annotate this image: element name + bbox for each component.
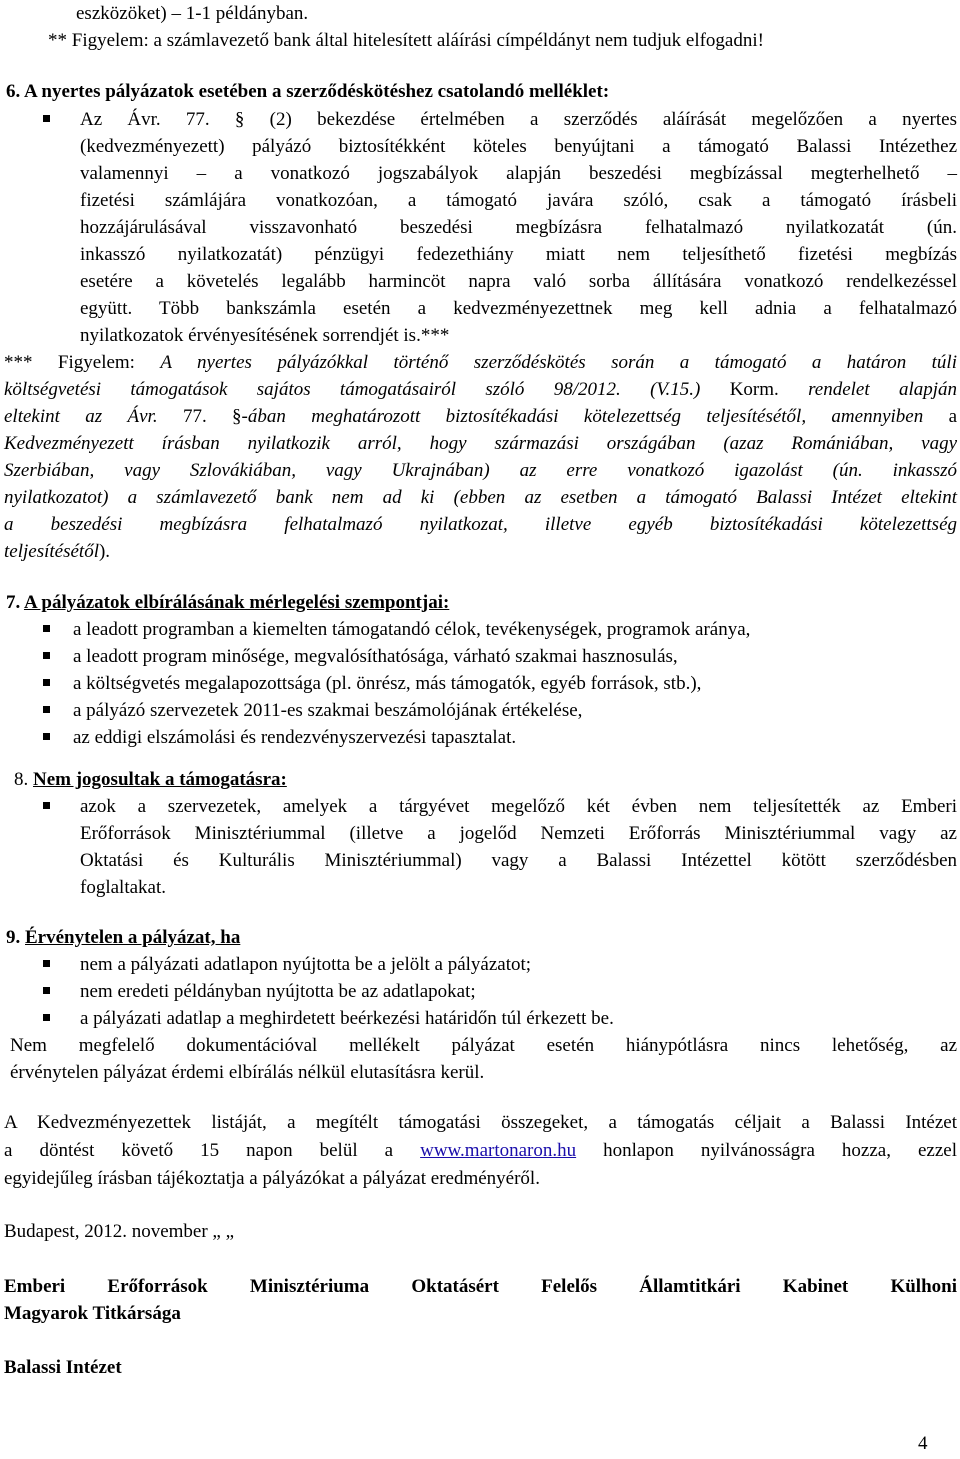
bullet-icon (43, 115, 50, 122)
closing-line-2: a döntést követő 15 napon belül a www.martonaron.hu honlapon nyilvánosságra hozza, ezzel (4, 1140, 957, 1161)
bullet-icon (43, 987, 50, 994)
s9-item: nem a pályázati adatlapon nyújtotta be a jelölt a pályázatot; (80, 954, 532, 975)
section-8-heading: 8. Nem jogosultak a támogatásra: (14, 769, 287, 790)
s6-line: nyilatkozatok érvényesítésének sorrendjét is.*** (80, 325, 450, 346)
s6-line: fizetési számlájára vonatkozóan, a támogató javára szóló, csak a támogató írásbeli (80, 190, 957, 211)
warning-line: Kedvezményezett írásban nyilatkozik arról, hogy származási országában (azaz Romániában, vagy (4, 433, 957, 454)
s7-item: a költségvetés megalapozottsága (pl. önrész, más támogatók, egyéb források, stb.), (73, 673, 702, 694)
s6-line: inkasszó nyilatkozatát) pénzügyi fedezethiány miatt nem teljesíthető fizetési megbízás (80, 244, 957, 265)
bullet-icon (43, 625, 50, 632)
s8-line: Oktatási és Kulturális Minisztériummal) vagy a Balassi Intézettel kötött szerződésben (80, 850, 957, 871)
bullet-icon (43, 706, 50, 713)
s6-line: Az Ávr. 77. § (2) bekezdése értelmében a szerződés aláírását megelőzően a nyertes (80, 109, 957, 130)
bullet-icon (43, 679, 50, 686)
s6-line: esetére a követelés legalább harmincöt napra való sorba állítására vonatkozó rendelkezéssel (80, 271, 957, 292)
warning-line: nyilatkozatot) a számlavezető bank nem ad ki (ebben az esetben a támogató Balassi Intézet eltekint (4, 487, 957, 508)
top-line-1: eszközöket) – 1-1 példányban. (76, 3, 309, 24)
bullet-icon (43, 1014, 50, 1021)
s6-line: (kedvezményezett) pályázó biztosítékként köteles benyújtani a támogató Balassi Intézethez (80, 136, 957, 157)
section-7-heading: 7. A pályázatok elbírálásának mérlegelési szempontjai: (6, 592, 450, 613)
warning-line-1: *** Figyelem: A nyertes pályázókkal történő szerződéskötés során a támogató a határon túli (4, 352, 957, 373)
s8-line: Erőforrások Minisztériummal (illetve a jogelőd Nemzeti Erőforrás Minisztériummal vagy az (80, 823, 957, 844)
s8-line: foglaltakat. (80, 877, 166, 898)
s7-item: a leadott program minősége, megvalósíthatósága, várható szakmai hasznosulás, (73, 646, 678, 667)
s9-note-line-2: érvénytelen pályázat érdemi elbírálás nélkül elutasításra kerül. (10, 1062, 485, 1083)
s9-item: a pályázati adatlap a meghirdetett beérkezési határidőn túl érkezett be. (80, 1008, 614, 1029)
s8-line: azok a szervezetek, amelyek a tárgyévet megelőző két évben nem teljesítették az Emberi (80, 796, 957, 817)
warning-line: Szerbiában, vagy Szlovákiában, vagy Ukrajnában) az erre vonatkozó igazolást (ún. inkasszó (4, 460, 957, 481)
warning-line-last: teljesítésétől). (4, 541, 111, 562)
s9-note-line-1: Nem megfelelő dokumentációval mellékelt pályázat esetén hiánypótlásra nincs lehetőség, az (10, 1035, 957, 1056)
closing-line-3: egyidejűleg írásban tájékoztatja a pályázókat a pályázat eredményéről. (4, 1168, 540, 1189)
signature-org-line-2: Magyarok Titkársága (4, 1303, 181, 1324)
closing-line-1: A Kedvezményezettek listáját, a megítélt támogatási összegeket, a támogatás céljait a Balassi Intézet (4, 1112, 957, 1133)
s7-item: a pályázó szervezetek 2011-es szakmai beszámolójának értékelése, (73, 700, 583, 721)
s7-item: a leadott programban a kiemelten támogatandó célok, tevékenységek, programok aránya, (73, 619, 751, 640)
page-number: 4 (918, 1433, 928, 1454)
s7-item: az eddigi elszámolási és rendezvényszervezési tapasztalat. (73, 727, 517, 748)
s9-item: nem eredeti példányban nyújtotta be az adatlapokat; (80, 981, 476, 1002)
bullet-icon (43, 652, 50, 659)
signature-org-line-1: Emberi Erőforrások Minisztériuma Oktatásért Felelős Államtitkári Kabinet Külhoni (4, 1276, 957, 1297)
date-line: Budapest, 2012. november „ „ (4, 1221, 235, 1242)
bullet-icon (43, 960, 50, 967)
top-warning-line: ** Figyelem: a számlavezető bank által hitelesített aláírási címpéldányt nem tudjuk elfogadni! (48, 30, 764, 51)
section-6-heading: 6. A nyertes pályázatok esetében a szerződéskötéshez csatolandó melléklet: (6, 81, 610, 102)
s6-line: hozzájárulásával visszavonható beszedési megbízásra felhatalmazó nyilatkozatát (ún. (80, 217, 957, 238)
website-link[interactable]: www.martonaron.hu (420, 1140, 577, 1161)
bullet-icon (43, 733, 50, 740)
bullet-icon (43, 802, 50, 809)
section-9-heading: 9. Érvénytelen a pályázat, ha (6, 927, 241, 948)
signature-org-line-3: Balassi Intézet (4, 1357, 122, 1378)
warning-line-2: költségvetési támogatások sajátos támogatásairól szóló 98/2012. (V.15.) Korm. rendelet alapján (4, 379, 958, 400)
warning-line: a beszedési megbízásra felhatalmazó nyilatkozat, illetve egyéb biztosítékadási kötelezettség (4, 514, 957, 535)
s6-line: együtt. Több bankszámla esetén a kedvezményezettnek meg kell adnia a felhatalmazó (80, 298, 957, 319)
s6-line: valamennyi – a vonatkozó jogszabályok alapján beszedési megbízással megterhelhető – (80, 163, 957, 184)
warning-line-3: eltekint az Ávr. 77. §-ában meghatározott biztosítékadási kötelezettség teljesítésétől, amennyiben a (4, 406, 958, 427)
